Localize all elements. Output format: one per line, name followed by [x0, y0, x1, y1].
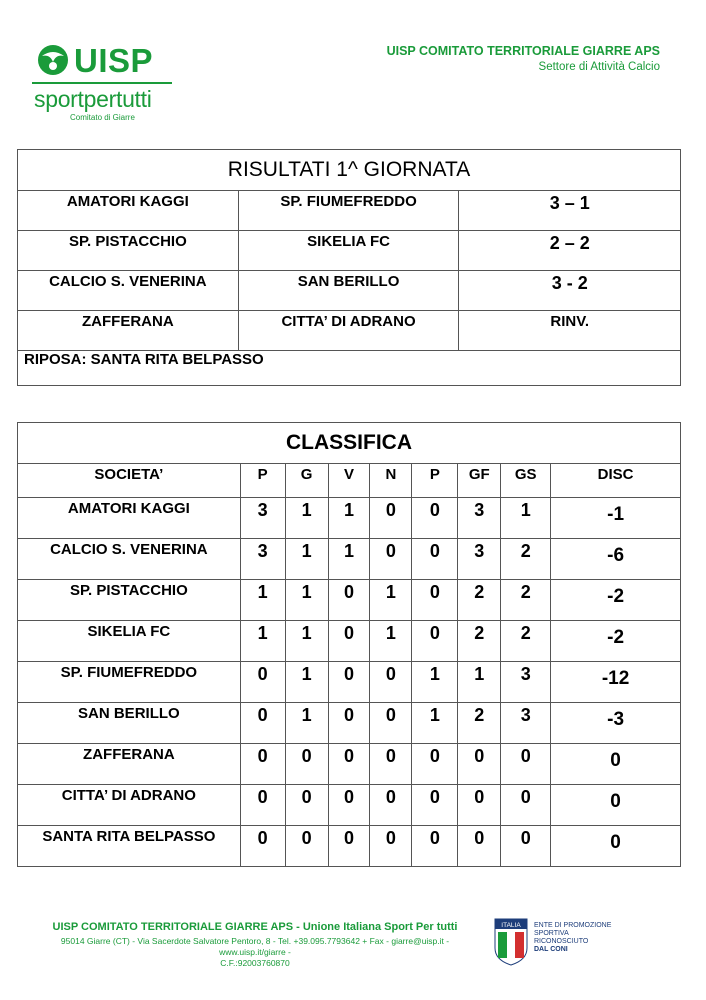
stat-cell: 0: [551, 744, 681, 785]
home-team: CALCIO S. VENERINA: [18, 271, 239, 311]
match-score: 3 – 1: [459, 191, 681, 231]
footer-address: 95014 Giarre (CT) - Via Sacerdote Salvatore Pentoro, 8 - Tel. +39.095.7793642 + Fax - giarre@uisp.it - www.uisp.it/giarre -: [60, 936, 450, 957]
coni-shield-icon: [494, 918, 528, 966]
standings-row: [18, 580, 681, 621]
away-team: SP. FIUMEFREDDO: [238, 191, 459, 231]
stat-cell: 0: [240, 703, 285, 744]
away-team: SIKELIA FC: [238, 231, 459, 271]
column-header: N: [370, 464, 412, 498]
coni-label: ITALIA: [501, 922, 521, 929]
away-team: SAN BERILLO: [238, 271, 459, 311]
stat-cell: 0: [458, 785, 501, 826]
organization-header: [387, 44, 660, 73]
standings-header-row: [18, 464, 681, 498]
match-score: RINV.: [459, 311, 681, 351]
team-name: CITTA’ DI ADRANO: [18, 785, 241, 826]
riposa-note: RIPOSA: SANTA RITA BELPASSO: [18, 351, 681, 386]
stat-cell: 0: [412, 498, 458, 539]
footer-title: UISP COMITATO TERRITORIALE GIARRE APS - Unione Italiana Sport Per tutti: [52, 921, 458, 933]
stat-cell: 0: [285, 744, 328, 785]
stat-cell: 0: [501, 785, 551, 826]
stat-cell: -2: [551, 621, 681, 662]
column-header: G: [285, 464, 328, 498]
logo-divider: [32, 82, 172, 84]
stat-cell: 0: [370, 498, 412, 539]
stat-cell: 1: [240, 621, 285, 662]
stat-cell: 0: [240, 744, 285, 785]
team-name: SANTA RITA BELPASSO: [18, 826, 241, 867]
stat-cell: 0: [370, 703, 412, 744]
organization-title: UISP COMITATO TERRITORIALE GIARRE APS: [386, 44, 660, 58]
stat-cell: 3: [501, 662, 551, 703]
stat-cell: 0: [370, 539, 412, 580]
coni-text-line: ENTE DI PROMOZIONE: [534, 922, 612, 929]
stat-cell: 0: [501, 744, 551, 785]
match-row: [18, 191, 681, 231]
match-row: [18, 271, 681, 311]
stat-cell: -3: [551, 703, 681, 744]
away-team: CITTA’ DI ADRANO: [238, 311, 459, 351]
stat-cell: 2: [501, 621, 551, 662]
stat-cell: 3: [501, 703, 551, 744]
standings-title: CLASSIFICA: [18, 423, 681, 464]
stat-cell: 1: [285, 580, 328, 621]
home-team: SP. PISTACCHIO: [18, 231, 239, 271]
stat-cell: 1: [328, 539, 370, 580]
soccer-ball-icon: [34, 42, 72, 78]
column-header: V: [328, 464, 370, 498]
stat-cell: 1: [285, 662, 328, 703]
stat-cell: 0: [328, 785, 370, 826]
footer: [30, 921, 480, 969]
stat-cell: 0: [370, 744, 412, 785]
team-name: SIKELIA FC: [18, 621, 241, 662]
stat-cell: 0: [285, 826, 328, 867]
column-header: DISC: [551, 464, 681, 498]
stat-cell: 0: [240, 662, 285, 703]
stat-cell: 0: [328, 580, 370, 621]
match-row: [18, 231, 681, 271]
stat-cell: 0: [551, 785, 681, 826]
team-name: SP. PISTACCHIO: [18, 580, 241, 621]
logo-main-text: UISP: [74, 42, 154, 79]
standings-table: [17, 422, 681, 867]
stat-cell: 0: [285, 785, 328, 826]
stat-cell: 0: [328, 703, 370, 744]
stat-cell: 0: [370, 785, 412, 826]
team-name: ZAFFERANA: [18, 744, 241, 785]
stat-cell: 0: [240, 785, 285, 826]
standings-row: [18, 662, 681, 703]
stat-cell: 0: [551, 826, 681, 867]
stat-cell: 0: [328, 744, 370, 785]
team-name: AMATORI KAGGI: [18, 498, 241, 539]
standings-row: [18, 498, 681, 539]
home-team: AMATORI KAGGI: [18, 191, 239, 231]
standings-row: [18, 539, 681, 580]
coni-badge: [494, 918, 614, 973]
stat-cell: 2: [458, 703, 501, 744]
column-header: P: [240, 464, 285, 498]
coni-text-line: RICONOSCIUTO: [534, 938, 589, 945]
stat-cell: 0: [501, 826, 551, 867]
stat-cell: 1: [240, 580, 285, 621]
results-title: RISULTATI 1^ GIORNATA: [18, 150, 681, 191]
standings-row: [18, 703, 681, 744]
stat-cell: 1: [501, 498, 551, 539]
logo-sub-text: sportpertutti: [34, 86, 152, 112]
stat-cell: 0: [458, 744, 501, 785]
stat-cell: 3: [240, 498, 285, 539]
stat-cell: 0: [370, 662, 412, 703]
standings-row: [18, 744, 681, 785]
organization-subtitle: Settore di Attività Calcio: [538, 61, 660, 73]
team-name: CALCIO S. VENERINA: [18, 539, 241, 580]
stat-cell: 1: [285, 621, 328, 662]
match-score: 3 - 2: [459, 271, 681, 311]
stat-cell: 2: [458, 621, 501, 662]
standings-row: [18, 826, 681, 867]
stat-cell: 0: [412, 580, 458, 621]
match-score: 2 – 2: [459, 231, 681, 271]
stat-cell: 1: [285, 539, 328, 580]
stat-cell: 1: [285, 498, 328, 539]
stat-cell: -1: [551, 498, 681, 539]
stat-cell: 2: [501, 580, 551, 621]
results-table: [17, 149, 681, 386]
stat-cell: 3: [458, 539, 501, 580]
match-row: [18, 311, 681, 351]
stat-cell: -2: [551, 580, 681, 621]
stat-cell: -12: [551, 662, 681, 703]
stat-cell: 1: [412, 703, 458, 744]
stat-cell: 1: [285, 703, 328, 744]
stat-cell: 0: [412, 826, 458, 867]
footer-tax-code: C.F.:92003760870: [220, 958, 290, 968]
stat-cell: 3: [458, 498, 501, 539]
stat-cell: 0: [328, 826, 370, 867]
stat-cell: 0: [328, 621, 370, 662]
team-name: SAN BERILLO: [18, 703, 241, 744]
column-header: SOCIETA’: [18, 464, 241, 498]
stat-cell: 0: [240, 826, 285, 867]
coni-text-line: DAL CONI: [534, 946, 568, 953]
coni-text: [534, 922, 611, 954]
stat-cell: 2: [501, 539, 551, 580]
stat-cell: 0: [412, 744, 458, 785]
stat-cell: 0: [328, 662, 370, 703]
stat-cell: 0: [412, 621, 458, 662]
column-header: GS: [501, 464, 551, 498]
team-name: SP. FIUMEFREDDO: [18, 662, 241, 703]
home-team: ZAFFERANA: [18, 311, 239, 351]
stat-cell: 3: [240, 539, 285, 580]
stat-cell: 0: [412, 785, 458, 826]
column-header: P: [412, 464, 458, 498]
stat-cell: -6: [551, 539, 681, 580]
stat-cell: 1: [370, 621, 412, 662]
stat-cell: 1: [328, 498, 370, 539]
coni-text-line: SPORTIVA: [534, 930, 569, 937]
stat-cell: 1: [370, 580, 412, 621]
stat-cell: 2: [458, 580, 501, 621]
logo-comitato-text: Comitato di Giarre: [70, 113, 135, 122]
standings-row: [18, 785, 681, 826]
stat-cell: 0: [412, 539, 458, 580]
stat-cell: 1: [412, 662, 458, 703]
column-header: GF: [458, 464, 501, 498]
uisp-logo: [30, 40, 180, 125]
standings-row: [18, 621, 681, 662]
stat-cell: 0: [370, 826, 412, 867]
stat-cell: 1: [458, 662, 501, 703]
stat-cell: 0: [458, 826, 501, 867]
